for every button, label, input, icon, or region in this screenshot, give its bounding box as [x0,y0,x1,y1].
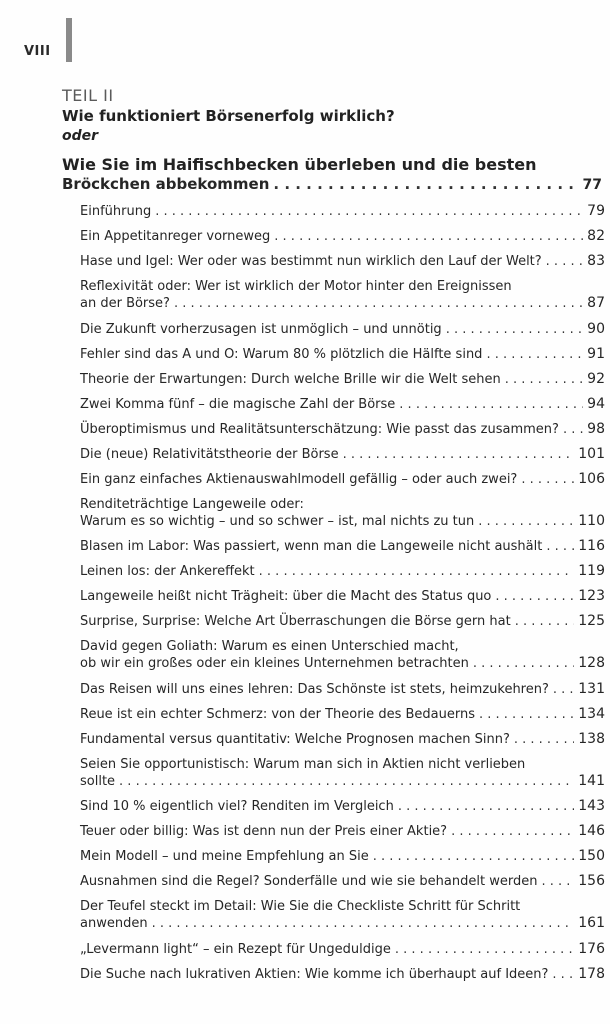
toc-entry [80,638,605,672]
toc-entry-page: 161 [578,915,605,931]
page-ref: 77 [582,177,602,193]
toc-entry [80,278,605,312]
toc-entry-page: 150 [578,848,605,864]
dot-leader [546,253,584,270]
dot-leader [552,966,574,983]
toc-entry [80,588,605,605]
toc-entry-title: Die Zukunft vorherzusagen ist unmöglich – und unnötig [80,321,442,337]
dot-leader [515,613,575,630]
part-title-line-2: oder [62,128,99,144]
toc-entry-page: 92 [587,370,605,387]
dot-leader [399,396,583,413]
toc-entry-page: 125 [578,613,605,629]
toc-entry-title: Ausnahmen sind die Regel? Sonderfälle und wie sie behandelt werden [80,874,538,889]
toc-entry [80,203,605,220]
toc-entry [80,731,605,748]
toc-entry-page: 141 [578,772,605,789]
toc-entry-title: Sind 10 % eigentlich viel? Renditen im Vergleich [80,799,394,814]
toc-entry-title: David gegen Goliath: Warum es einen Unterschied macht, [80,639,459,654]
toc-entry-page: 83 [587,253,605,269]
dot-leader [473,655,574,672]
toc-entry-page: 90 [587,320,605,337]
toc-entry-title: „Levermann light“ – ein Rezept für Ungeduldige [80,941,391,957]
toc-entry-page: 134 [578,705,605,722]
dot-leader [505,371,583,388]
toc-entry [80,706,605,723]
dot-leader [155,203,583,220]
toc-entry [80,798,605,815]
toc-entry-title: Mein Modell – und meine Empfehlung an Sie [80,849,369,864]
toc-entry-page: 178 [578,965,605,982]
toc-entry-page: 106 [578,470,605,487]
toc-entry [80,873,605,890]
dot-leader [563,421,583,438]
dot-leader [521,471,574,488]
toc-entry [80,421,605,438]
dot-leader [451,823,574,840]
dot-leader [514,731,574,748]
part-title-line-4: Bröckchen abbekommen [62,175,270,193]
toc-entry-page: 156 [578,873,605,889]
dot-leader [478,513,574,530]
toc-entry-title: Der Teufel steckt im Detail: Wie Sie die Checkliste Schritt für Schritt [80,899,521,914]
toc-entry-title: Langeweile heißt nicht Trägheit: über die Macht des Status quo [80,589,492,604]
toc-entry-title: Fundamental versus quantitativ: Welche Prognosen machen Sinn? [80,731,510,747]
dot-leader [343,446,575,463]
dot-leader [395,941,574,958]
part-title-line-3: Wie Sie im Haifischbecken überleben und die besten [62,155,537,174]
toc-entry [80,346,605,363]
dot-leader [174,295,583,312]
toc-entry-title: Das Reisen will uns eines lehren: Das Schönste ist stets, heimzukehren? [80,681,549,697]
toc-entry [80,823,605,840]
dot-leader [152,915,575,932]
toc-entry-title: anwenden [80,916,148,931]
dot-leader [259,563,575,580]
toc-entry-title: Ein Appetitanreger vorneweg [80,229,271,244]
toc-entry [80,613,605,630]
page-number: VIII [24,44,51,59]
toc-entry-title: Fehler sind das A und O: Warum 80 % plötzlich die Hälfte sind [80,346,483,362]
toc-entry-title: Ein ganz einfaches Aktienauswahlmodell gefällig – oder auch zwei? [80,471,518,487]
toc-entry-title: Renditeträchtige Langeweile oder: [80,496,304,512]
toc-entry [80,941,605,958]
toc-entry-title: Warum es so wichtig – und so schwer – ist, mal nichts zu tun [80,513,475,529]
toc-entry-page: 98 [587,420,605,437]
toc-entry-title: Einführung [80,204,152,219]
dot-leader [486,346,583,363]
toc-entry-title: Theorie der Erwartungen: Durch welche Brille wir die Welt sehen [80,371,501,387]
toc-entry-page: 82 [587,228,605,244]
part-title-line-1: Wie funktioniert Börsenerfolg wirklich? [62,107,395,125]
toc-entry-page: 116 [578,538,605,554]
toc-entry [80,396,605,413]
toc-entry-title: Blasen im Labor: Was passiert, wenn man die Langeweile nicht aushält [80,539,543,554]
toc-entry-title: Surprise, Surprise: Welche Art Überraschungen die Börse gern hat [80,614,511,629]
toc-entry-page: 131 [578,680,605,697]
toc-entry-title: Reflexivität oder: Wer ist wirklich der Motor hinter den Ereignissen [80,279,512,294]
toc-entry [80,848,605,865]
toc-entry [80,496,605,530]
toc-entry-page: 143 [578,798,605,814]
toc-entry [80,538,605,555]
toc-entry-page: 110 [578,512,605,529]
toc-entry [80,756,605,790]
toc-entry-title: Seien Sie opportunistisch: Warum man sich in Aktien nicht verlieben [80,756,526,772]
toc-entry-title: Leinen los: der Ankereffekt [80,564,255,579]
toc-entry-page: 123 [578,588,605,604]
toc-entry-title: Überoptimismus und Realitätsunterschätzung: Wie passt das zusammen? [80,421,559,437]
toc-entry-page: 176 [578,940,605,957]
dot-leader [479,706,574,723]
toc-entry-page: 128 [578,655,605,671]
toc-entry [80,966,605,983]
toc-entry-page: 119 [578,563,605,579]
toc-entry-title: an der Börse? [80,296,170,311]
toc-entry-title: Die (neue) Relativitätstheorie der Börse [80,446,339,462]
toc-entry-title: ob wir ein großes oder ein kleines Unternehmen betrachten [80,656,469,671]
toc-entry-page: 94 [587,395,605,412]
toc-entry-page: 146 [578,823,605,839]
toc-entry-title: Die Suche nach lukrativen Aktien: Wie komme ich überhaupt auf Ideen? [80,966,549,982]
dot-leader [541,873,574,890]
toc-entry-page: 101 [578,445,605,462]
dot-leader [495,588,574,605]
toc-entry [80,681,605,698]
toc-entry [80,321,605,338]
toc-entry-title: sollte [80,773,116,789]
toc-entry [80,446,605,463]
toc-entry [80,253,605,270]
toc-entry-title: Teuer oder billig: Was ist denn nun der Preis einer Aktie? [80,824,448,839]
toc-entry [80,563,605,580]
dot-leader [398,798,574,815]
toc-entry [80,898,605,932]
toc-entry-page: 79 [587,203,605,219]
toc-entry [80,471,605,488]
dot-leader [274,228,583,245]
dot-leader [119,773,574,790]
toc-entry-title: Reue ist ein echter Schmerz: von der Theorie des Bedauerns [80,706,475,722]
toc-entry-page: 91 [587,345,605,362]
toc-entry-page: 138 [578,730,605,747]
dot-leader [446,321,583,338]
dot-leader [546,538,574,555]
toc-entry [80,228,605,245]
part-label: TEIL II [62,86,114,105]
toc-entry-title: Zwei Komma fünf – die magische Zahl der Börse [80,396,396,412]
dot-leader [553,681,574,698]
toc-entry-title: Hase und Igel: Wer oder was bestimmt nun wirklich den Lauf der Welt? [80,254,542,269]
dot-leader [373,848,575,865]
toc-entry-page: 87 [587,295,605,311]
toc-entry [80,371,605,388]
